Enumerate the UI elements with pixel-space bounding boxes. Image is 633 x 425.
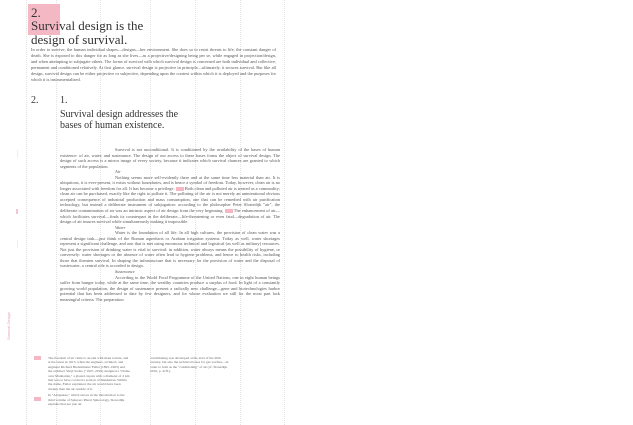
paragraph: According to the World Food Programme of the United Nations, one in eight human beings suffer from hunger today, while at the same time, the wealthy countries produce a surplus of food. In light of a constantly growing world population, the design of sustenance present a radically new challenge—gene and biotechnologies harbor potential that has been addressed to date by few designers, and for whose evaluation we still for the most part lack meaningful criteria. The preparation: [60, 274, 280, 302]
paragraph-text: Nothing seems more self-evidently there and at the same time less material than air. It is ubiquitous, it is ever-present, it exists without boundaries, and is hence a symbol of freedom. Today, however, clean air is no longer associated with freedom for all. It has become a privilege.: [60, 174, 280, 191]
paragraph-text: the deliberate contamination of air was an intrinsic aspect of air design from the very beginning.: [60, 202, 280, 214]
section-number: 2.: [31, 95, 39, 106]
footnote-column: [48, 356, 130, 408]
footnote-text: conditioning was developed at the start of the 20th century, but also the technical bases for gas warfare—in order to both as the "conditioning" of air (cf. Sloterdijk 2016, p. 41ff.).: [150, 356, 229, 374]
footnote-marker[interactable]: [225, 209, 233, 213]
footnote-marker[interactable]: [176, 187, 184, 191]
grid-guide: [284, 0, 285, 425]
margin-rule: [17, 240, 18, 248]
footnote-column: [150, 356, 232, 376]
paragraph: Survival is not unconditional. It is conditioned by the availability of the bases of human existence: of air, water, and sustenance. The design of our access to these bases forms the object of survival design. The design of such access is a mirror image of every society, because it indicates which survival chances are granted to which segments of the population.: [60, 147, 280, 169]
footnote-text: In "Airquakes," which serves as the introduction to the third volume of Spheres: Plural Spherology, Sloterdijk explains that not just air: [48, 393, 125, 407]
body-text: [60, 147, 280, 302]
grid-guide: [26, 0, 27, 425]
footnote-number-badge: [34, 356, 41, 360]
paragraph: [60, 175, 280, 225]
chapter-title: Survival design is the design of survival.: [31, 18, 144, 47]
footnote-text: The freedom of air came to an end with mass torture, and at the latest in 1915, when the engineer, architect, and engineer Richard Buckminster Fuller (1895–1983) and the architect Shoji Sadao ("1927–2019) designed a "Dome over Manhattan," a glazed cupola with a diameter of 2 km that was to have covered a section of Manhattan. Within the dome, Fuller explained, the air would have been cleaner than the air outside of it.: [48, 356, 130, 391]
footnote-number-badge: [34, 397, 41, 401]
paragraph-text: The enhancement of air—which facilitates survival—finds its counterpart in the deliberate—life-threatening or even fatal—degradation of air. The design of air insures survival while simultaneously making it impossible.: [60, 208, 280, 225]
subsection-number: 1.: [60, 95, 68, 106]
margin-rule: [17, 150, 18, 158]
intro-paragraph: In order to survive, the human individual shapes—designs—her environment. She does so to resist threats to life, the constant danger of death. She is exposed to this danger for as long as she lives—as a projective/designing being per se, while engaged in projection/design, and when attempting to subjugate others. The forms of survival with which survival design is concerned are both individual and collective, permanent and conditioned relatively. At first glance, survival design is projective in principle—ultimately, it secures survival. But like all design, survival design can be either projective or subjective, depending upon the context within which it is deployed and the purposes for which it is instrumentalized.: [31, 47, 276, 82]
subheading-water: Water: [115, 224, 126, 230]
chapter-number: 2.: [31, 5, 41, 20]
subheading-sustenance: Sustenance: [115, 269, 135, 275]
paragraph: Water is the foundation of all life. In all high cultures, the provision of clean water was a central design task—just think of the Roman aqueducts or Arabian irrigation systems. Today as well, water shortages represent a significant challenge, and one that is met using enormous technical and logistical (as well as military) resources. Not just the provision of drinking water is vital to survival: in addition, water always means the possibility of hygiene, or conversely: water shortages or the absence of water often lead to hygiene problems, and hence to health risks, including those that threaten survival. In shaping the infrastructure that is necessary for the provision of water and the disposal of wastewater, a central role is accorded to design.: [60, 230, 280, 269]
subheading-air: Air: [115, 169, 121, 175]
paragraph-text: Both clean and polluted air is treated as a commodity; clean air can be purchased, exactly like the right to pollute it. The polluting of the air is not merely an unintentional obvious accepted consequence of industrial production and mass consumption, one that can be remedied with air purification technology, but instead a deliberate instrument of subjugation: according to the philosopher Peter Sloterdijk "air",: [60, 185, 280, 208]
margin-marker: [16, 209, 18, 214]
section-title: Survival design addresses the bases of human existence.: [60, 109, 179, 131]
running-side-label: Survival Design: [6, 312, 11, 340]
